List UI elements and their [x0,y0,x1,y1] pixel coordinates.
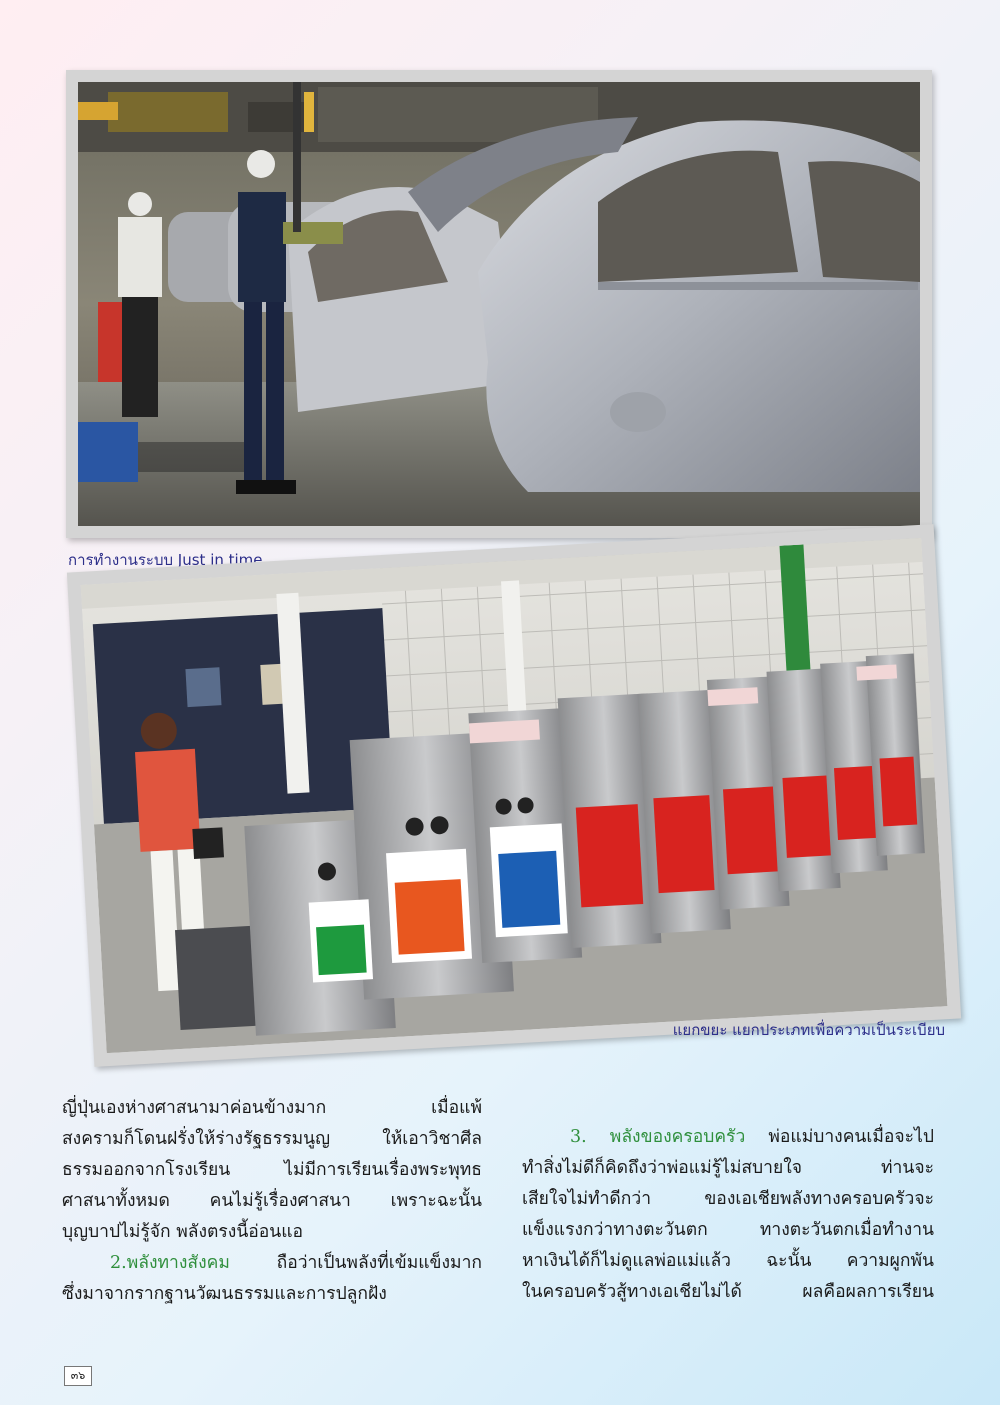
social-power-lead: ถือว่าเป็นพลังที่เข้มแข็งมาก [229,1253,482,1273]
family-power-heading: 3. พลังของครอบครัว [570,1127,746,1147]
bin-label-burnable-3 [723,787,778,875]
right-column-text [522,1122,934,1308]
paragraph-line: ซึ่งมาจากรากฐานวัฒนธรรมและการปลูกฝัง [62,1284,387,1304]
paragraph-line: หาเงินได้ก็ไม่ดูแลพ่อแม่แล้ว ฉะนั้น ความผูกพัน [522,1251,934,1271]
paragraph-line: สงครามก็โดนฝรั่งให้ร่างรัฐธรรมนูญ ให้เอาวิชาศีล [62,1129,482,1149]
paragraph-line: ในครอบครัวสู้ทางเอเชียไม่ได้ ผลคือผลการเรียน [522,1282,934,1302]
factory-photo-frame [66,70,932,538]
factory-assembly-photo [78,82,920,526]
paragraph-line [522,1122,934,1153]
recycling-bins-photo [81,538,948,1053]
social-power-heading: 2.พลังทางสังคม [110,1253,230,1273]
bin-label-burnable-4 [782,776,830,858]
bin-label-burnable-2 [653,795,714,893]
recycling-bins-illustration [81,538,948,1053]
left-column-text [62,1093,482,1310]
page-number: ๓๖ [64,1366,92,1386]
bin-label-can [498,851,560,928]
recycling-photo-frame [67,524,961,1067]
factory-photo-caption: การทำงานระบบ Just in time [68,551,263,569]
factory-assembly-illustration [78,82,920,526]
paragraph-line: ญี่ปุ่นเองห่างศาสนามาค่อนข้างมาก เมื่อแพ้ [62,1098,482,1118]
family-power-lead: พ่อแม่บางคนเมื่อจะไป [745,1127,934,1147]
paragraph-line: บุญบาปไม่รู้จัก พลังตรงนี้อ่อนแอ [62,1222,304,1242]
paragraph-line: แข็งแรงกว่าทางตะวันตก ทางตะวันตกเมื่อทำงาน [522,1220,934,1240]
bin-label-glass [316,925,367,976]
bin-label-burnable-5 [834,766,876,840]
paragraph-line [62,1248,482,1279]
bin-label-pet-bottle [395,879,465,955]
bin-label-burnable-1 [576,804,643,907]
paragraph-line: ธรรมออกจากโรงเรียน ไม่มีการเรียนเรื่องพระพุทธ [62,1160,482,1180]
paragraph-line: ศาสนาทั้งหมด คนไม่รู้เรื่องศาสนา เพราะฉะนั้น [62,1191,482,1211]
paragraph-line: เสียใจไม่ทำดีกว่า ของเอเชียพลังทางครอบครัวจะ [522,1189,934,1209]
bin-label-burnable-6 [880,757,918,827]
recycling-photo-caption: แยกขยะ แยกประเภทเพื่อความเป็นระเบียบ [672,1021,945,1039]
paragraph-line: ทำสิ่งไม่ดีก็คิดถึงว่าพ่อแม่รู้ไม่สบายใจ ท่านจะ [522,1158,934,1178]
